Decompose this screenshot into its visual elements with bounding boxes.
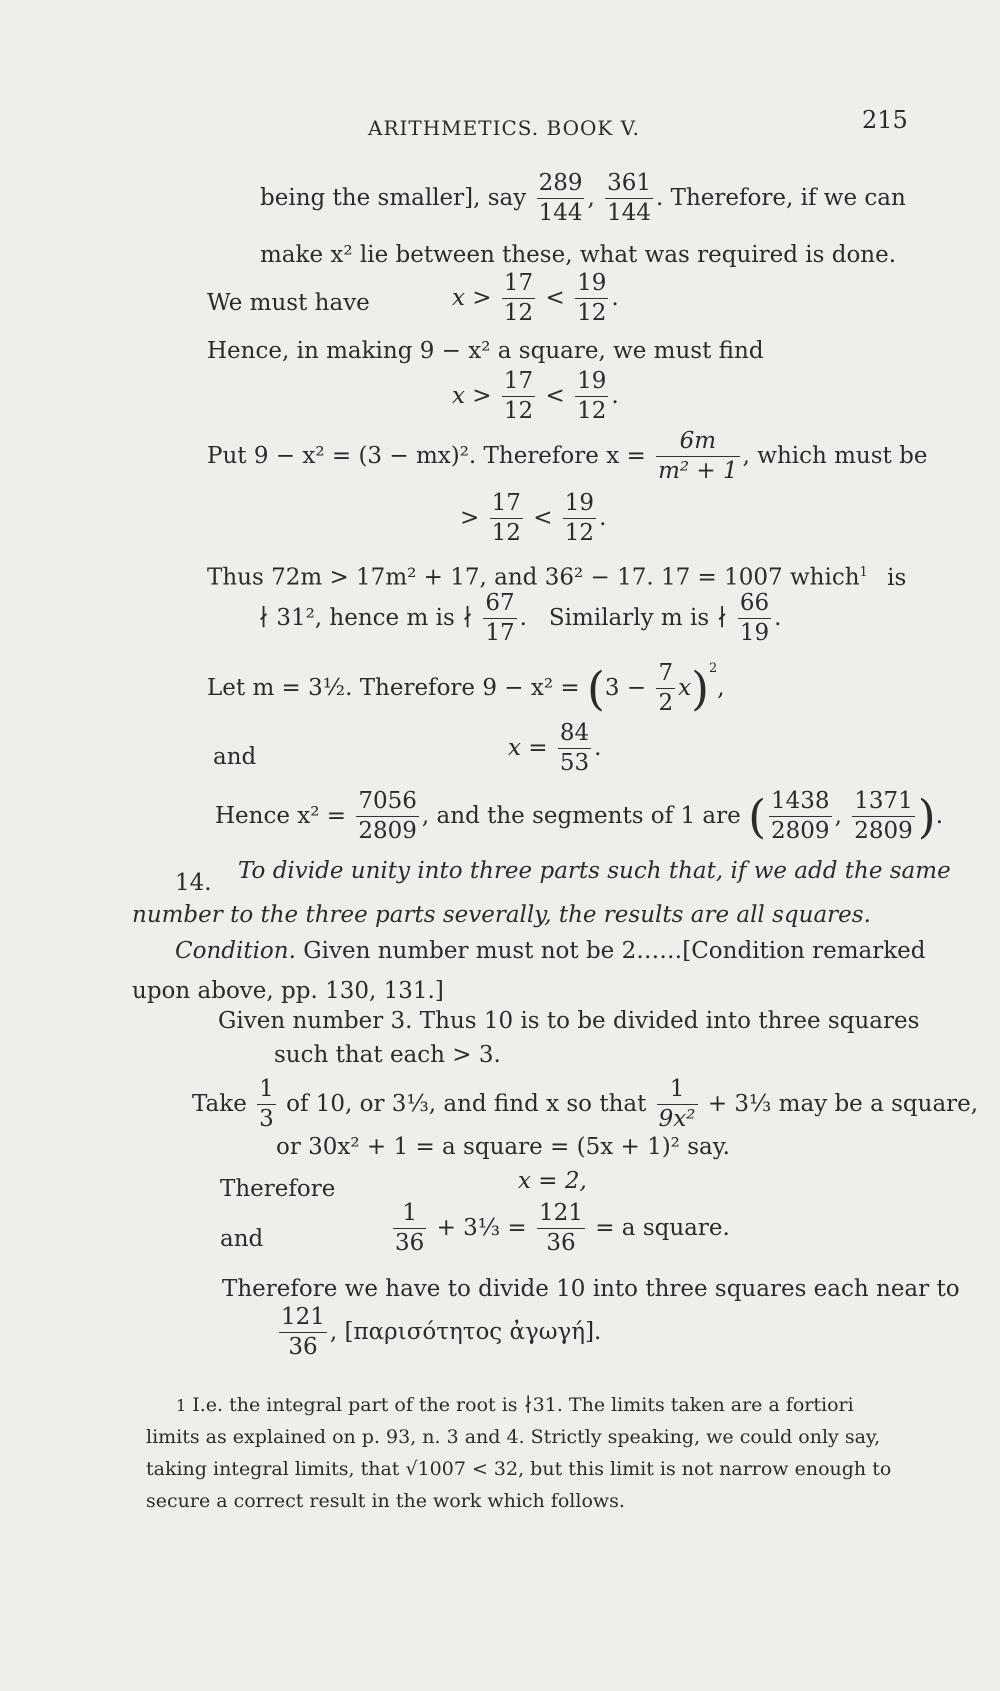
fraction-1-3: $\frac{1}{3}$	[259, 1076, 274, 1132]
line-12: Hence x² = $\frac{7056}{2809}$ , and the segments of 1 are ( $\frac{1438}{2809}$ , $\frac{1371}{2809}$ ).	[215, 788, 943, 844]
fraction-66-19: $\frac{66}{19}$	[739, 590, 770, 646]
therefore-line-2: Therefore we have to divide 10 into three squares each near to	[222, 1276, 960, 1302]
given-line-2: such that each > 3.	[274, 1042, 501, 1068]
line-9: ∤ 31², hence m is ∤ $\frac{67}{17}$ . Similarly m is ∤ $\frac{66}{19}$ .	[258, 590, 782, 646]
inequality-1: x > $\frac{17}{12}$ < $\frac{19}{12}$ .	[452, 270, 619, 326]
footnote-line-1: 1 I.e. the integral part of the root is ∤31. The limits taken are a fortiori	[176, 1394, 854, 1416]
and-label: and	[220, 1226, 264, 1252]
fraction-361-144: $\frac{361}{144}$	[607, 170, 652, 226]
inequality-2: x > $\frac{17}{12}$ < $\frac{19}{12}$ .	[452, 368, 619, 424]
fraction-1371-2809: $\frac{1371}{2809}$	[854, 788, 913, 844]
problem-statement-1: To divide unity into three parts such that, if we add the same	[238, 858, 951, 884]
inequality-3: > $\frac{17}{12}$ < $\frac{19}{12}$ .	[460, 490, 607, 546]
fraction-121-36-b: $\frac{121}{36}$	[281, 1304, 325, 1360]
fraction-1438-2809: $\frac{1438}{2809}$	[771, 788, 830, 844]
line-8: Thus 72m > 17m² + 17, and 36² − 17. 17 = 1007 which$^1$ is	[207, 564, 907, 591]
line-2: make x² lie between these, what was required is done.	[260, 242, 897, 268]
line-10: Let m = 3½. Therefore 9 − x² = (3 − $\frac{7}{2}$ x)$^2$,	[207, 660, 725, 716]
running-title: ARITHMETICS. BOOK V.	[368, 116, 640, 140]
fraction-6m: $\frac{6m}{\text{m² + 1}}$	[658, 428, 738, 484]
therefore-label: Therefore	[220, 1176, 336, 1202]
line-6: Put 9 − x² = (3 − mx)². Therefore x = $\frac{6m}{\text{m² + 1}}$ , which must be	[207, 428, 928, 484]
take-line: Take $\frac{1}{3}$ of 10, or 3⅓, and find x so that $\frac{1}{\text{9x²}}$ + 3⅓ may be a square,	[192, 1076, 979, 1132]
or-line: or 30x² + 1 = a square = (5x + 1)² say.	[276, 1134, 730, 1160]
condition-line-1: Condition. Given number must not be 2……[Condition remarked	[175, 938, 926, 964]
footnote-line-3: taking integral limits, that √1007 < 32, but this limit is not narrow enough to	[146, 1458, 892, 1480]
line-11-eq: x = $\frac{84}{53}$ .	[508, 720, 602, 776]
line-11-label: and	[213, 744, 257, 770]
line-1: being the smaller], say $\frac{289}{144}$ , $\frac{361}{144}$ . Therefore, if we can	[260, 170, 906, 226]
footnote-line-2: limits as explained on p. 93, n. 3 and 4. Strictly speaking, we could only say,	[146, 1426, 881, 1448]
line-4: Hence, in making 9 − x² a square, we must find	[207, 338, 764, 364]
footnote-line-4: secure a correct result in the work which follows.	[146, 1490, 625, 1512]
line-3-label: We must have	[207, 290, 370, 316]
text: being the smaller], say	[260, 185, 527, 211]
fraction-1-9x2: $\frac{1}{\text{9x²}}$	[658, 1076, 696, 1132]
text: Therefore, if we can	[670, 185, 906, 211]
section-number: 14.	[175, 870, 212, 896]
x-equals-2: x = 2,	[518, 1168, 587, 1194]
sum-equation: $\frac{1}{36}$ + 3⅓ = $\frac{121}{36}$ = a square.	[395, 1200, 730, 1256]
fraction-17-12: $\frac{17}{12}$	[503, 270, 534, 326]
fraction-1-36: $\frac{1}{36}$	[395, 1200, 425, 1256]
fraction-19-12: $\frac{19}{12}$	[577, 270, 607, 326]
given-line-1: Given number 3. Thus 10 is to be divided into three squares	[218, 1008, 920, 1034]
fraction-67-17: $\frac{67}{17}$	[485, 590, 515, 646]
fraction-7056-2809: $\frac{7056}{2809}$	[358, 788, 417, 844]
condition-line-2: upon above, pp. 130, 131.]	[132, 978, 444, 1004]
fraction-84-53: $\frac{84}{53}$	[559, 720, 590, 776]
footnote-marker: 1	[176, 1396, 187, 1415]
fraction-121-36: $\frac{121}{36}$	[539, 1200, 583, 1256]
page-number: 215	[862, 106, 908, 134]
fraction-289-144: $\frac{289}{144}$	[538, 170, 583, 226]
problem-statement-2: number to the three parts severally, the results are all squares.	[132, 902, 871, 928]
approach-line: $\frac{121}{36}$ , [παρισότητος ἀγωγή].	[281, 1304, 602, 1360]
fraction-7-2: $\frac{7}{2}$	[658, 660, 674, 716]
